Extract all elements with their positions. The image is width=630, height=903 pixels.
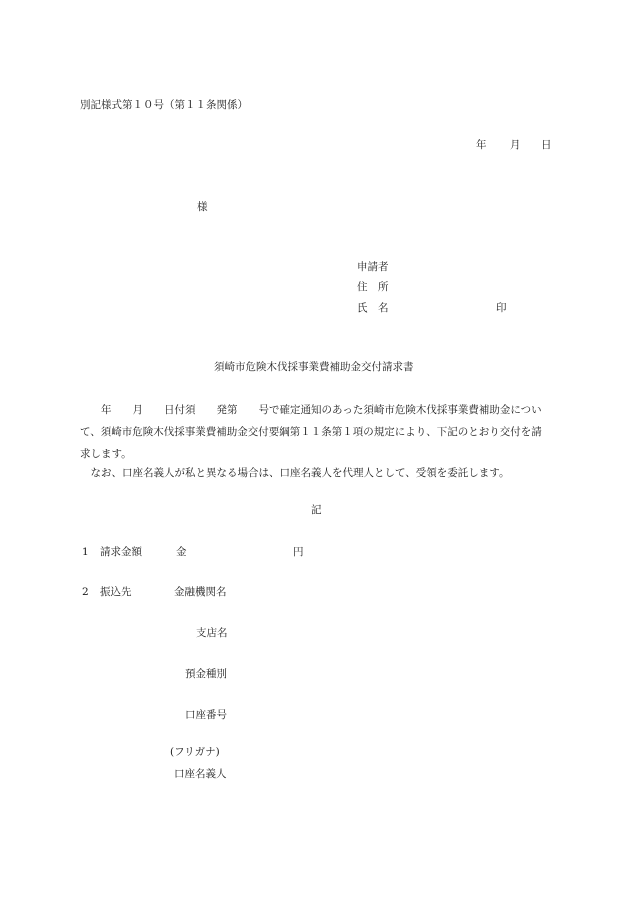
furigana-label: (フリガナ) [170, 746, 220, 758]
body-paragraph-2: なお、口座名義人が私と異なる場合は、口座名義人を代理人として、受領を委託します。 [80, 467, 510, 479]
item-2-label: 振込先 [100, 586, 132, 598]
item-1-label: 請求金額 [100, 546, 142, 558]
form-label: 別記様式第１０号（第１１条関係） [80, 99, 248, 111]
account-number-label: 口座番号 [185, 709, 227, 721]
item-1-number: 1 [82, 546, 89, 558]
deposit-type-label: 預金種別 [185, 668, 227, 680]
yen-label: 円 [293, 546, 304, 558]
date-month-label: 月 [510, 139, 521, 151]
ki-heading: 記 [311, 504, 322, 516]
bank-name-label: 金融機関名 [174, 586, 227, 598]
date-day-label: 日 [541, 139, 552, 151]
item-2-number: 2 [82, 586, 89, 598]
applicant-heading: 申請者 [357, 261, 389, 273]
body-paragraph-1: 年 月 日付須 発第 号で確定通知のあった須崎市危険木伐採事業費補助金について、須崎市危険木伐採事業費補助金交付要綱第１１条第１項の規定により、下記のとおり交付を請求します。 [80, 404, 542, 460]
applicant-address-label: 住 所 [357, 281, 389, 293]
addressee-suffix: 様 [197, 201, 208, 213]
kin-label: 金 [176, 546, 187, 558]
document-title: 須崎市危険木伐採事業費補助金交付請求書 [214, 361, 414, 373]
date-year-label: 年 [476, 139, 487, 151]
branch-name-label: 支店名 [196, 627, 228, 639]
seal-mark: 印 [496, 302, 507, 314]
applicant-name-label: 氏 名 [357, 302, 389, 314]
account-holder-label: 口座名義人 [174, 768, 227, 780]
